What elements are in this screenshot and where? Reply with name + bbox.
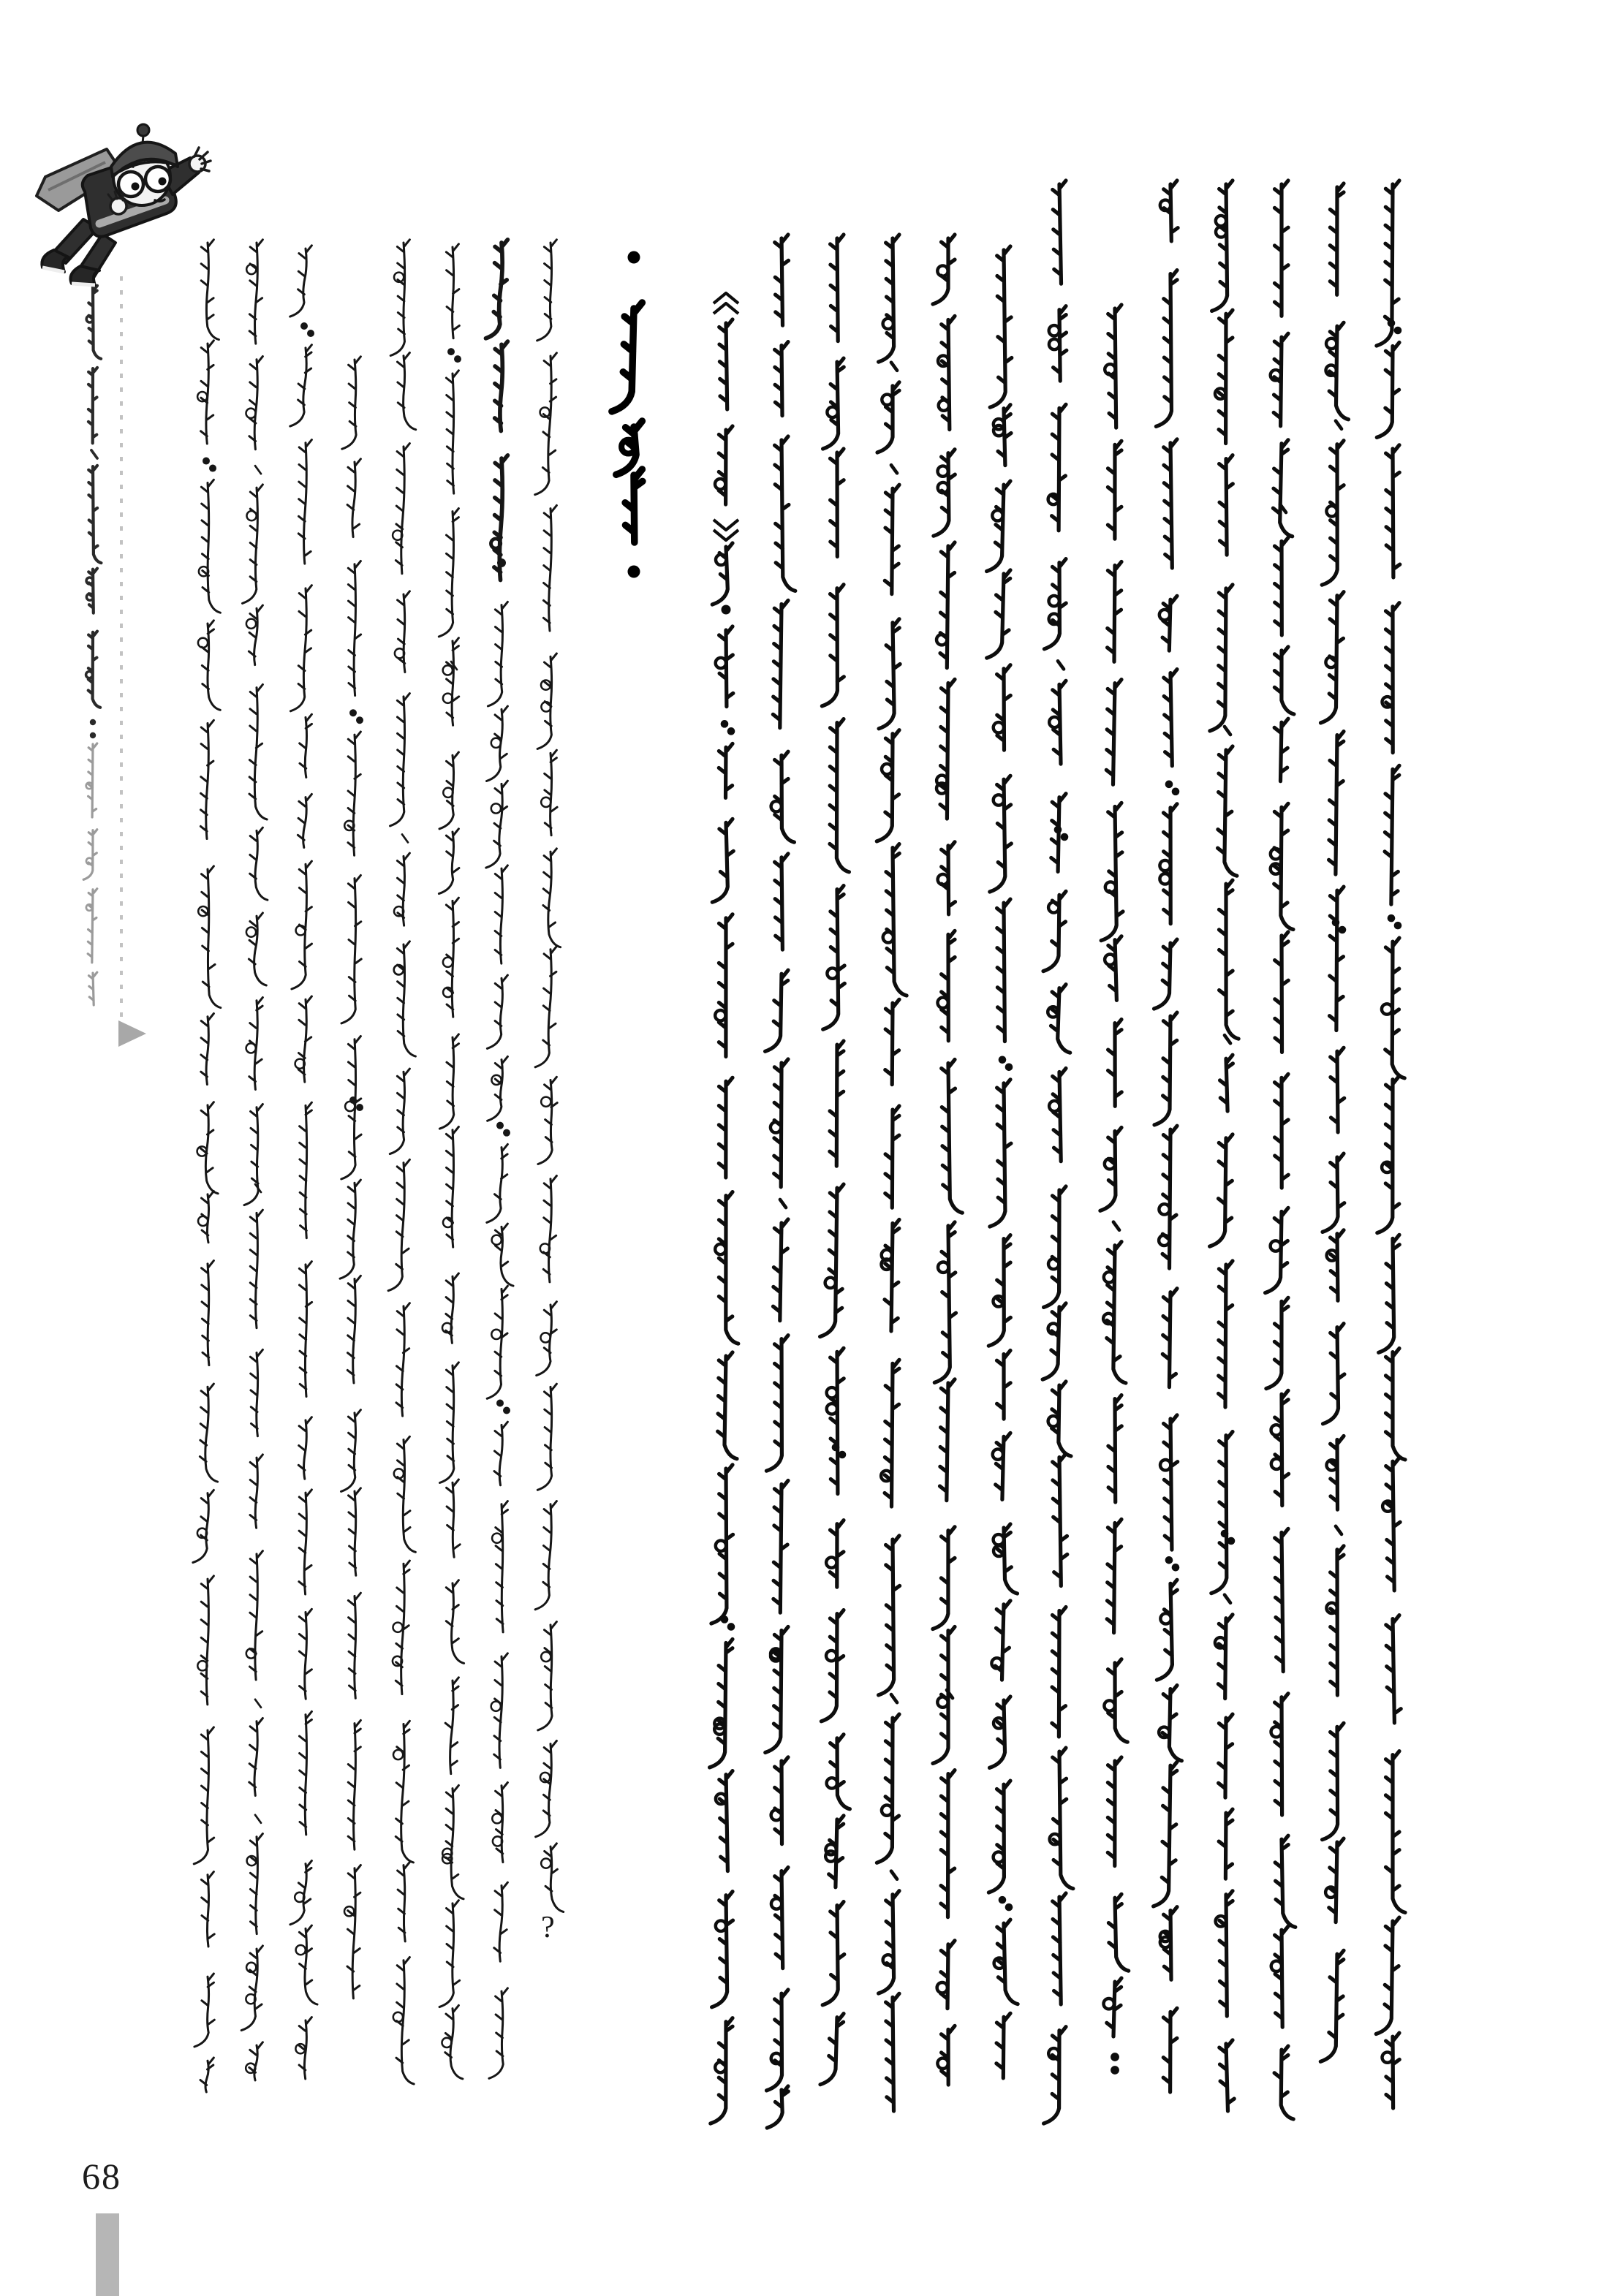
body-text-column	[765, 235, 795, 2128]
body-text-column	[1210, 181, 1239, 2111]
body-text-column	[987, 246, 1018, 2078]
exercise-text-column	[388, 240, 416, 2084]
footer-bar	[96, 2213, 119, 2296]
body-text-column	[933, 235, 962, 2085]
svg-text:?: ?	[541, 1911, 555, 1944]
margin-triangle-marker	[118, 1020, 146, 1047]
body-text-column	[710, 293, 738, 2123]
body-text-column	[1043, 181, 1073, 2123]
exercise-text-column	[193, 240, 221, 2092]
exercise-text-column	[340, 357, 363, 1998]
body-text-column	[1376, 181, 1405, 2108]
margin-header-column	[83, 743, 97, 1005]
body-text-column	[820, 235, 850, 2085]
exercise-text-column	[486, 240, 514, 2079]
body-text-column	[1154, 181, 1182, 2092]
body-text-column	[877, 235, 907, 2111]
exercise-text-column	[241, 240, 268, 2080]
flying-boy-cartoon	[32, 110, 215, 292]
section-heading-column	[612, 251, 643, 578]
page-number: 68	[82, 2156, 121, 2197]
exercise-text-column	[535, 240, 564, 1944]
exercise-text-column	[439, 244, 464, 2079]
margin-dashed-rule	[120, 276, 123, 1023]
body-text-column	[1100, 305, 1129, 2075]
exercise-text-column	[290, 246, 317, 2079]
body-text-column	[1266, 181, 1295, 2119]
margin-header-column	[86, 286, 102, 738]
body-text-column	[1320, 183, 1348, 2061]
